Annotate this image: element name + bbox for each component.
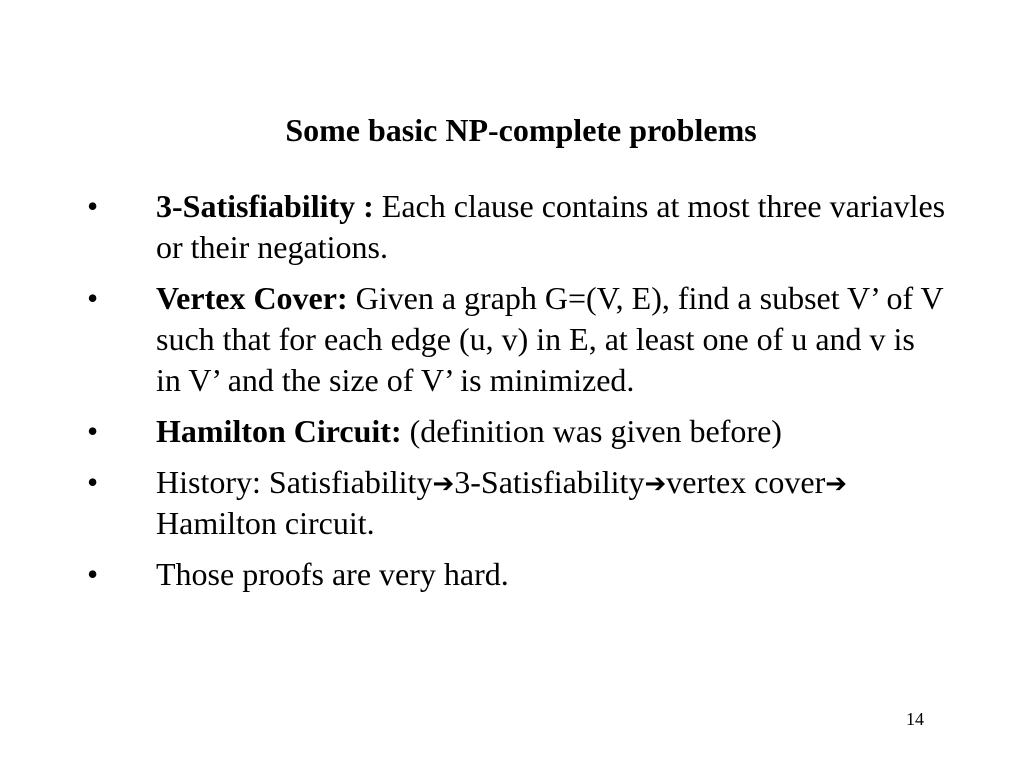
bullet-label: Hamilton Circuit:: [156, 413, 402, 449]
bullet-icon: •: [87, 280, 99, 316]
arrow-right-icon: ➔: [432, 469, 455, 499]
bullet-text: Given a graph G=(V, E), find a subset V’ of V such that for each edge (u, v) in E, at least one of u and v is in V’ and the size of V’ is minimized.: [156, 280, 944, 398]
bullet-icon: •: [87, 188, 99, 224]
bullet-item-vertex-cover: [0, 278, 946, 401]
bullet-item-hamilton-circuit: [0, 411, 946, 452]
bullet-text: Each clause contains at most three variavles or their negations.: [156, 188, 946, 265]
history-text-part: vertex cover: [666, 464, 826, 500]
bullet-icon: •: [87, 413, 99, 449]
bullet-text: Those proofs are very hard.: [156, 556, 509, 592]
bullet-icon: •: [87, 556, 99, 592]
bullet-icon: •: [87, 464, 99, 500]
arrow-right-icon: ➔: [644, 469, 667, 499]
bullet-item-proofs: [0, 554, 946, 595]
history-text-part: 3-Satisfiability: [454, 464, 645, 500]
bullet-label: Vertex Cover:: [156, 280, 348, 316]
bullet-label: 3-Satisfiability :: [156, 188, 374, 224]
arrow-right-icon: ➔: [825, 469, 848, 499]
slide-page-number: 14: [906, 709, 924, 729]
bullet-item-3-satisfiability: [0, 186, 946, 268]
slide-title: Some basic NP-complete problems: [285, 112, 757, 148]
bullet-list: [0, 186, 1024, 605]
bullet-text: (definition was given before): [401, 413, 782, 449]
bullet-item-history: [0, 462, 946, 544]
history-text-part: Hamilton circuit.: [156, 505, 375, 541]
history-text-part: History: Satisfiability: [156, 464, 433, 500]
